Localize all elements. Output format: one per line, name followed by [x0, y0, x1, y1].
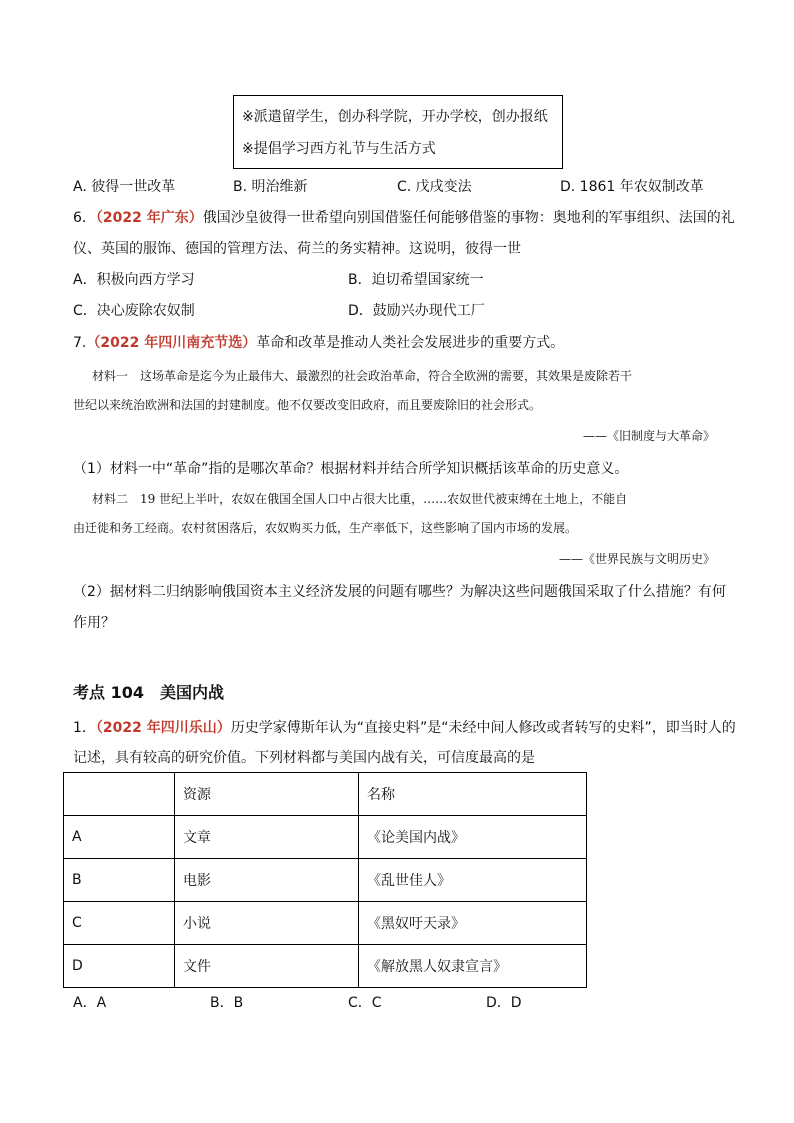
table-cell: B	[64, 859, 175, 902]
table-row	[64, 902, 587, 945]
q5-option-d: D. 1861 年农奴制改革	[560, 179, 704, 195]
material-1-line-1: 材料一 这场革命是迄今为止最伟大、最激烈的社会政治革命，符合全欧洲的需要，其效果是废除若干	[92, 369, 633, 383]
q7-stem: 革命和改革是推动人类社会发展进步的重要方式。	[256, 335, 565, 351]
table-cell: 文件	[175, 945, 359, 988]
q6-line-1	[73, 207, 735, 227]
q6-stem-1: 俄国沙皇彼得一世希望向别国借鉴任何能够借鉴的事物：奥地利的军事组织、法国的礼	[202, 210, 735, 226]
q104-1-option-c: C．C	[348, 995, 382, 1011]
material-box	[233, 95, 563, 169]
table-row	[64, 859, 587, 902]
q6-option-d: D．鼓励兴办现代工厂	[348, 303, 485, 319]
material-2-line-2: 由迁徙和务工经商。农村贫困落后，农奴购买力低，生产率低下，这些影响了国内市场的发展。	[73, 521, 578, 535]
q104-1-option-b: B．B	[210, 995, 244, 1011]
box-line-1: ※派遣留学生，创办科学院，开办学校，创办报纸	[242, 109, 548, 125]
table-header-cell: 资源	[175, 773, 359, 816]
q6-source: （2022 年广东）	[95, 210, 203, 226]
material-1-line-2: 世纪以来统治欧洲和法国的封建制度。他不仅要改变旧政府，而且要废除旧的社会形式。	[73, 398, 542, 412]
q104-1-source: （2022 年四川乐山）	[95, 720, 231, 736]
table-header-row	[64, 773, 587, 816]
section-heading: 考点 104 美国内战	[73, 683, 224, 702]
material-2-reference: ——《世界民族与文明历史》	[558, 552, 715, 566]
table-cell: 《乱世佳人》	[359, 859, 587, 902]
table-cell: D	[64, 945, 175, 988]
q7-subquestion-1: （1）材料一中“革命”指的是哪次革命？根据材料并结合所学知识概括该革命的历史意义。	[73, 461, 629, 477]
q6-option-c: C．决心废除农奴制	[73, 303, 195, 319]
q104-1-option-a: A．A	[73, 995, 107, 1011]
q104-1-line-1	[73, 717, 736, 737]
table-cell: A	[64, 816, 175, 859]
table-cell: 《黑奴吁天录》	[359, 902, 587, 945]
q104-1-stem-1: 历史学家傅斯年认为“直接史料”是“未经中间人修改或者转写的史料”，即当时人的	[230, 720, 736, 736]
q6-option-a: A．积极向西方学习	[73, 272, 195, 288]
table-row	[64, 816, 587, 859]
table-header-cell: 名称	[359, 773, 587, 816]
q5-option-a: A. 彼得一世改革	[73, 179, 176, 195]
q104-1-option-d: D．D	[486, 995, 522, 1011]
q6-line-2: 仪、英国的服饰、德国的管理方法、荷兰的务实精神。这说明，彼得一世	[73, 241, 521, 257]
material-2-line-1: 材料二 19 世纪上半叶，农奴在俄国全国人口中占很大比重，……农奴世代被束缚在土地上，不能自	[92, 492, 628, 506]
q5-option-b: B. 明治维新	[233, 179, 308, 195]
table-cell: 小说	[175, 902, 359, 945]
q6-number: 6．	[73, 210, 96, 226]
table-cell: 《解放黑人奴隶宣言》	[359, 945, 587, 988]
table-cell: 《论美国内战》	[359, 816, 587, 859]
q6-option-b: B．迫切希望国家统一	[348, 272, 484, 288]
q7-source: （2022 年四川南充节选）	[86, 335, 257, 351]
box-line-2: ※提倡学习西方礼节与生活方式	[242, 141, 436, 157]
table-row	[64, 945, 587, 988]
q5-option-c: C. 戊戌变法	[397, 179, 472, 195]
table-cell: 文章	[175, 816, 359, 859]
table-cell: 电影	[175, 859, 359, 902]
q7-subquestion-2-line-2: 作用？	[73, 615, 115, 631]
q104-1-line-2: 记述，具有较高的研究价值。下列材料都与美国内战有关，可信度最高的是	[73, 750, 535, 766]
q104-1-number: 1．	[73, 720, 96, 736]
q7-subquestion-2-line-1: （2）据材料二归纳影响俄国资本主义经济发展的问题有哪些？为解决这些问题俄国采取了什么措施？有何	[73, 584, 726, 600]
material-1-reference: ——《旧制度与大革命》	[582, 429, 715, 443]
q7-line-1	[73, 332, 564, 352]
q7-number: 7.	[73, 335, 87, 351]
table-header-cell	[64, 773, 175, 816]
sources-table	[63, 772, 587, 988]
table-cell: C	[64, 902, 175, 945]
